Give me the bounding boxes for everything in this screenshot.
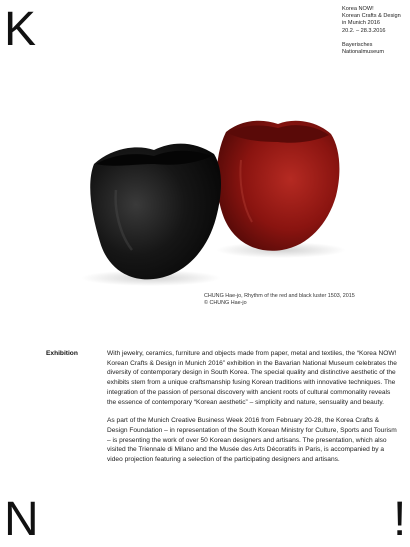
paragraph-2: As part of the Munich Creative Business Week 2016 from February 20-28, the Korea Crafts & Design Foundation – in representation of the South Korean Ministry for Culture, Sports and Tourism – is presenting the work of over 50 Korean designers and artisans. The presentation, which also visited the Triennale di Milano and the Musée des Arts Décoratifs in Paris, is accompanied by a video projection featuring a selection of the participating designers and artisans. xyxy=(107,417,397,464)
black-vessel xyxy=(90,144,221,280)
section-heading: Exhibition xyxy=(46,350,78,357)
photo-caption xyxy=(204,293,404,307)
event-subtitle: Korean Crafts & Design xyxy=(342,13,401,20)
venue-line-1: Bayerisches xyxy=(342,41,373,48)
event-dates: 20.2. – 28.3.2016 xyxy=(342,27,386,34)
caption-credit: © CHUNG Hae-jo xyxy=(204,300,247,306)
venue-line-2: Nationalmuseum xyxy=(342,49,384,56)
red-vessel xyxy=(217,121,340,251)
logo-letter-k: K xyxy=(4,3,37,56)
logo-letter-n: N xyxy=(4,493,39,546)
vessels-photo xyxy=(56,100,356,295)
exhibition-description xyxy=(107,349,399,474)
event-title: Korea NOW! xyxy=(342,6,374,12)
logo-exclamation: ! xyxy=(393,493,407,546)
event-info xyxy=(342,6,408,56)
paragraph-1: With jewelry, ceramics, furniture and objects made from paper, metal and textiles, the “Korea NOW! Korean Crafts & Design in Munich 2016” exhibition in the Bavarian National Museum celebrates the diversity of contemporary design in South Korea. The special quality and distinctive aesthetic of the exhibits stem from a unique craftsmanship fusing Korean traditions with innovative techniques. The integration of the passion of personal discovery with ancient roots of cultural commonality reveals the essence of contemporary “Korean aesthetic” – simplicity and nature, sensuality and beauty. xyxy=(107,350,397,406)
event-location-year: in Munich 2016 xyxy=(342,20,380,27)
caption-title: CHUNG Hae-jo, Rhythm of the red and black luster 1503, 2015 xyxy=(204,293,355,299)
